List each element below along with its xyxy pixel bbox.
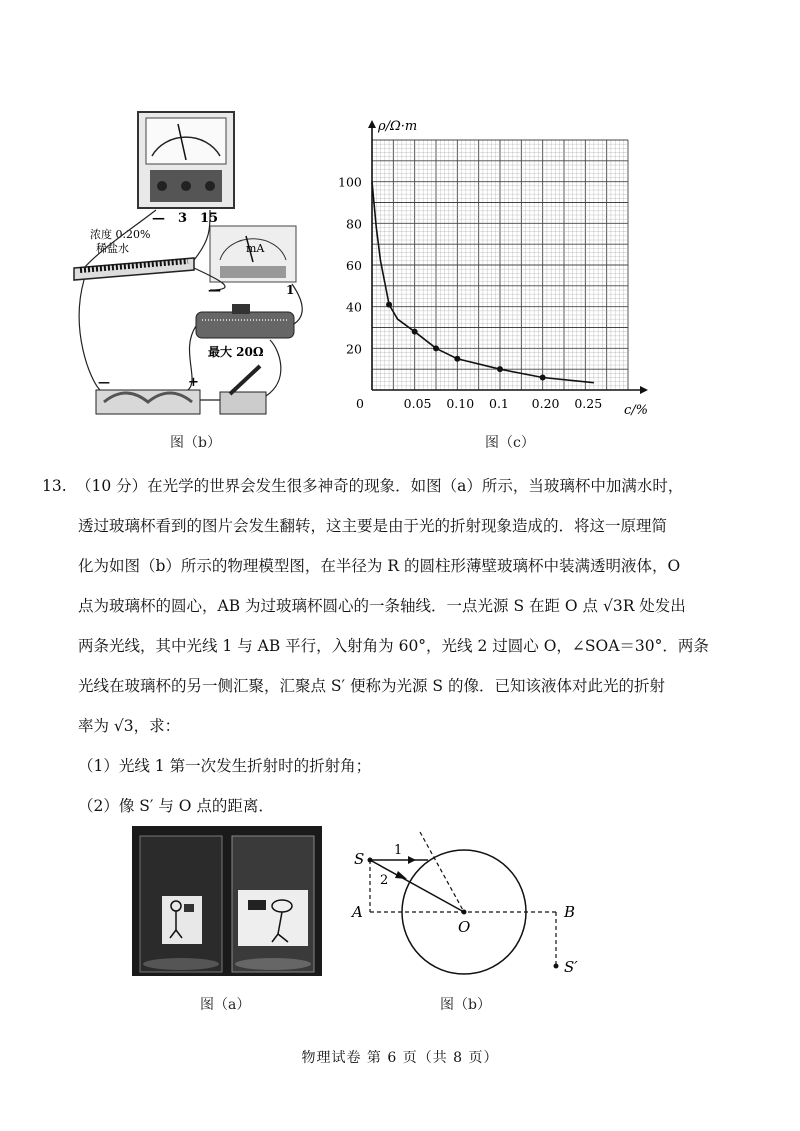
x-tick-label: 0.05 xyxy=(403,396,432,411)
y-tick-label: 40 xyxy=(346,299,362,315)
question-line-1: 13. （10 分）在光学的世界会发生很多神奇的现象．如图（a）所示，当玻璃杯中加满水时， xyxy=(42,466,682,506)
sub-question-1: （1）光线 1 第一次发生折射时的折射角； xyxy=(78,757,372,775)
ray-1-arrow xyxy=(408,856,416,864)
label-ray-2: 2 xyxy=(380,873,389,888)
voltmeter-terminal-3: 3 xyxy=(178,211,188,226)
x-axis-label: c/% xyxy=(624,403,649,418)
data-point xyxy=(454,356,460,362)
question-line-4: 点为玻璃杯的圆心，AB 为过玻璃杯圆心的一条轴线．一点光源 S 在距 O 点 √3R 处发出 xyxy=(78,597,686,615)
y-tick-label: 80 xyxy=(346,216,362,232)
voltmeter xyxy=(138,112,234,208)
x-tick-label: 0.20 xyxy=(531,396,560,411)
rheostat-max-label: 最大 20Ω xyxy=(208,345,264,359)
point-S-prime xyxy=(554,964,559,969)
question-line-5: 两条光线，其中光线 1 与 AB 平行，入射角为 60°，光线 2 过圆心 O，∠SOA＝30°．两条 xyxy=(78,637,709,655)
point-O xyxy=(462,910,467,915)
y-axis-label: ρ/Ω·m xyxy=(378,119,418,134)
switch xyxy=(220,366,266,414)
x-tick-label: 0.25 xyxy=(574,396,603,411)
x-tick-label: 0.1 xyxy=(489,396,509,411)
question-line-6: 光线在玻璃杯的另一侧汇聚，汇聚点 S′ 便称为光源 S 的像．已知该液体对此光的折射 xyxy=(78,677,665,695)
battery-minus-label: — xyxy=(98,375,110,389)
label-A: A xyxy=(352,903,363,921)
figure-c-caption: 图（c） xyxy=(485,435,535,451)
label-ray-1: 1 xyxy=(394,843,403,858)
question-line-3: 化为如图（b）所示的物理模型图，在半径为 R 的圆柱形薄壁玻璃杯中装满透明液体，O xyxy=(78,557,681,575)
solution-name-label: 稀盐水 xyxy=(96,242,129,255)
x-tick-label: 0.10 xyxy=(446,396,475,411)
label-S: S xyxy=(354,850,365,868)
label-B: B xyxy=(564,903,576,921)
y-tick-label: 60 xyxy=(346,258,362,273)
optics-diagram xyxy=(340,820,600,990)
data-point xyxy=(412,329,418,335)
data-point xyxy=(540,375,546,381)
y-axis-arrow xyxy=(368,120,376,128)
point-S xyxy=(368,858,373,863)
ammeter-terminal-1: 1 xyxy=(286,283,295,297)
salt-water-trough xyxy=(74,258,194,280)
ammeter-unit-label: mA xyxy=(246,242,265,255)
figure-b-top-caption: 图（b） xyxy=(170,435,221,451)
y-tick-label: 100 xyxy=(338,174,362,190)
question-13 xyxy=(42,466,709,826)
data-point xyxy=(497,366,503,372)
ammeter-minus-terminal: — xyxy=(208,283,221,298)
question-line-2: 透过玻璃杯看到的图片会发生翻转，这主要是由于光的折射现象造成的．将这一原理简 xyxy=(78,517,668,535)
rheostat xyxy=(196,304,294,338)
page-footer: 物理试卷 第 6 页（共 8 页） xyxy=(301,1050,499,1066)
voltmeter-terminal-minus: — xyxy=(152,211,165,226)
data-point xyxy=(386,302,392,308)
question-number: 13. xyxy=(42,477,67,495)
figure-a-caption: 图（a） xyxy=(200,997,251,1013)
label-S-prime: S′ xyxy=(564,958,578,976)
question-line-7: 率为 √3，求： xyxy=(78,717,181,735)
glass-photo xyxy=(132,826,322,976)
circuit-figure xyxy=(60,100,320,430)
resistivity-chart xyxy=(330,112,660,424)
battery-pack xyxy=(96,390,200,414)
x-axis-arrow xyxy=(640,386,648,394)
solution-concentration-label: 浓度 0.20% xyxy=(90,228,151,241)
x-tick-label: 0 xyxy=(356,396,364,411)
label-O: O xyxy=(458,918,471,936)
battery-plus-label: + xyxy=(188,375,199,390)
y-tick-label: 20 xyxy=(346,341,362,357)
figure-b-bottom-caption: 图（b） xyxy=(440,997,491,1013)
data-point xyxy=(433,345,439,351)
voltmeter-terminal-15: 15 xyxy=(200,211,219,226)
ray-2-arrow xyxy=(395,871,407,879)
sub-question-2: （2）像 S′ 与 O 点的距离． xyxy=(78,797,274,815)
